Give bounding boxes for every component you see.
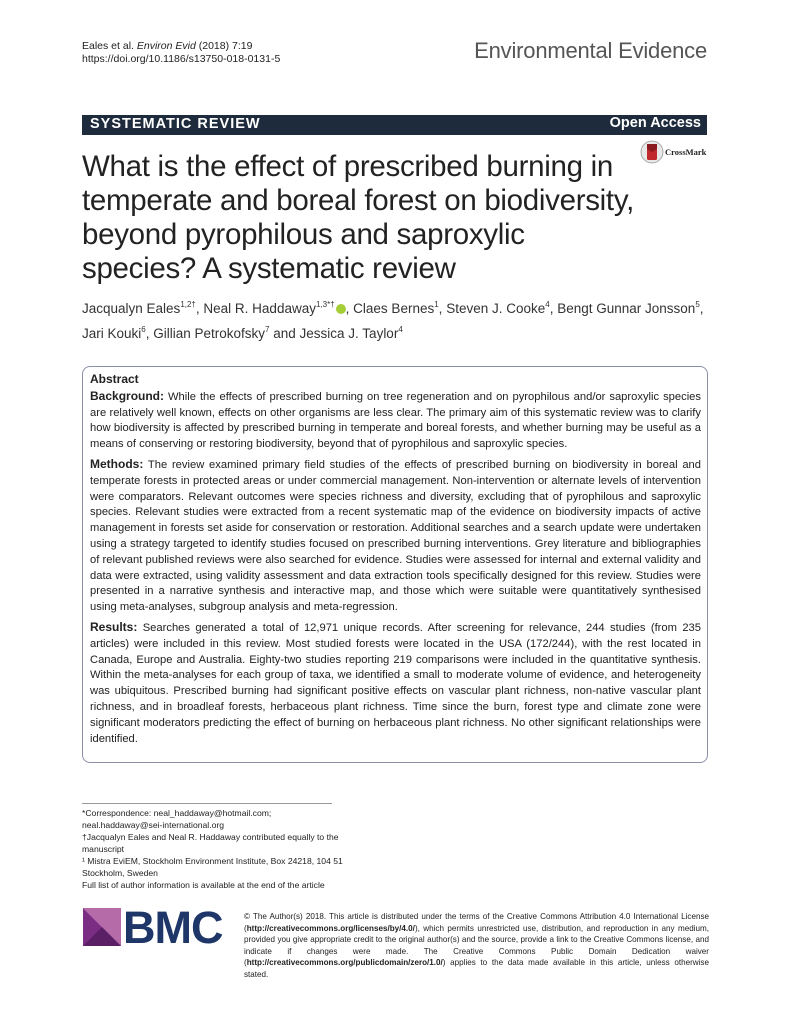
background-label: Background: [90, 388, 165, 403]
running-citation [82, 40, 280, 66]
author-name: Gillian Petrokofsky [153, 326, 266, 341]
cc-zero-waiver-link[interactable]: http://creativecommons.org/publicdomain/zero/1.0/ [246, 958, 443, 967]
author-affiliation-mark: 4 [398, 325, 403, 334]
authors-short: Eales et al. [82, 40, 134, 52]
journal-name: Environmental Evidence [474, 38, 707, 63]
crossmark-badge[interactable] [640, 140, 710, 166]
author-affiliation-mark: 5 [695, 300, 700, 309]
footnotes [82, 807, 347, 891]
results-label: Results: [90, 619, 138, 634]
footnote-divider [82, 803, 332, 804]
author-separator: , [438, 301, 447, 316]
author-name: Claes Bernes [353, 301, 435, 316]
author-affiliation-mark: 4 [545, 300, 550, 309]
article-title: What is the effect of prescribed burning in temperate and boreal forest on biodiversity, beyond pyrophilous and saproxylic species? A systematic review [82, 150, 634, 285]
author-separator: , [345, 301, 354, 316]
background-text: While the effects of prescribed burning on tree regeneration and on pyrophilous and/or saproxylic species are relatively well known, effects on other organisms are less clear. The primary aim of this systematic review was to clarify how biodiversity is affected by prescribed burning in temperate and boreal forests, and whether burning may be useful as a means of conserving or restoring biodiversity, beyond that of pyrophilous and saproxylic species. [90, 390, 701, 451]
methods-text: The review examined primary field studies of the effects of prescribed burning on biodiversity in boreal and temperate forests in protected areas or under commercial management. Non-intervention or alternate levels of intervention were comparators. Relevant outcomes were species richness and diversity, excluding that of pyrophilous and saproxylic species. Relevant studies were extracted from a recent systematic map of the evidence on biodiversity impacts of active management in forests set aside for conservation or restoration. Additional searches and a search update were undertaken using a strategy targeted to identify studies focused on prescribed burning interventions. Grey literature and bibliographies of relevant published reviews were also searched for evidence. Studies were assessed for internal and external validity and data were extracted, using validity assessment and data extraction tools specifically designed for this review. Studies were presented in a narrative synthesis and interactive map, and those which were suitable were quantitatively synthesised using meta-analyses, subgroup analysis and meta-regression. [90, 458, 702, 614]
abstract-box [82, 366, 708, 763]
abstract-results [90, 620, 701, 747]
cc-by-license-link[interactable]: http://creativecommons.org/licenses/by/4.0/ [246, 923, 415, 933]
abstract-background [90, 389, 701, 453]
abstract-methods [90, 457, 701, 616]
license-part-2: ), which permits unrestricted use, distribution, and reproduction in any medium, provided you give appropriate credit to the original author(s) and the source, provide a link to the Creative Commons license, and indicate if changes were made. The Creative Commons Public Domain Dedication waiver ( [244, 923, 709, 967]
author-name: Jessica J. Taylor [299, 326, 399, 341]
crossmark-icon [640, 140, 664, 164]
author-separator: and [269, 326, 300, 341]
author-name: Steven J. Cooke [446, 301, 546, 316]
author-separator: , [549, 301, 558, 316]
author-affiliation-mark: 1,2† [180, 300, 196, 309]
author-name: Neal R. Haddaway [203, 301, 316, 316]
author-affiliation-mark: 1 [434, 300, 439, 309]
author-name: Jari Kouki [82, 326, 142, 341]
article-type-bar [82, 115, 707, 135]
correspondence-note: *Correspondence: neal_haddaway@hotmail.com; [82, 808, 272, 818]
author-name: Jacqualyn Eales [82, 301, 181, 316]
author-list [82, 294, 712, 344]
full-author-info-note: Full list of author information is available at the end of the article [82, 880, 325, 890]
author-name: Bengt Gunnar Jonsson [557, 301, 696, 316]
affiliation-note: ¹ Mistra EviEM, Stockholm Environment Institute, Box 24218, 104 51 Stockholm, Sweden [82, 856, 343, 878]
author-separator: , [195, 301, 204, 316]
license-text [244, 911, 709, 980]
author-separator: , [699, 301, 704, 316]
results-text: Searches generated a total of 12,971 unique records. After screening for relevance, 244 studies (from 235 articles) were included in this review. Most studied forests were located in the USA (172/244), with the rest located in Canada, Europe and Australia. Eighty-two studies reporting 219 comparisons were included in the quantitative synthesis. Within the meta-analyses for each group of taxa, we identified a small to moderate volume of evidence, and heterogeneity was ubiquitous. Prescribed burning had significant positive effects on vascular plant richness, non-native vascular plant richness, and in broadleaf forests, herbaceous plant richness. Time since the burn, forest type and climate zone were significant moderators predicting the effect of burning on herbaceous plant richness. No other significant relationships were identified. [90, 621, 701, 745]
author-separator: , [145, 326, 154, 341]
author-affiliation-mark: 1,3*† [315, 300, 335, 309]
equal-contribution-note: †Jacqualyn Eales and Neal R. Haddaway contributed equally to the manuscript [82, 832, 339, 854]
bmc-logo [83, 902, 228, 956]
abstract-heading: Abstract [90, 372, 139, 386]
license-part-3: ) applies to the data made available in this article, unless otherwise stated. [244, 958, 709, 979]
bmc-wordmark: BMC [123, 902, 223, 953]
article-type-label: SYSTEMATIC REVIEW [90, 116, 261, 132]
open-access-label: Open Access [609, 115, 701, 131]
methods-label: Methods: [90, 456, 144, 471]
doi-link[interactable]: https://doi.org/10.1186/s13750-018-0131-5 [82, 53, 281, 65]
crossmark-label: CrossMark [665, 147, 707, 157]
author-affiliation-mark: 7 [265, 325, 270, 334]
year-volume: (2018) 7:19 [198, 40, 253, 52]
correspondence-email[interactable]: neal.haddaway@sei-international.org [82, 820, 225, 830]
license-part-1: © The Author(s) 2018. This article is distributed under the terms of the Creative Commons Attribution 4.0 International License ( [244, 912, 709, 933]
orcid-icon[interactable] [336, 304, 346, 314]
author-affiliation-mark: 6 [141, 325, 146, 334]
bmc-logo-mark-icon [83, 908, 121, 946]
journal-abbrev: Environ Evid [136, 40, 196, 52]
